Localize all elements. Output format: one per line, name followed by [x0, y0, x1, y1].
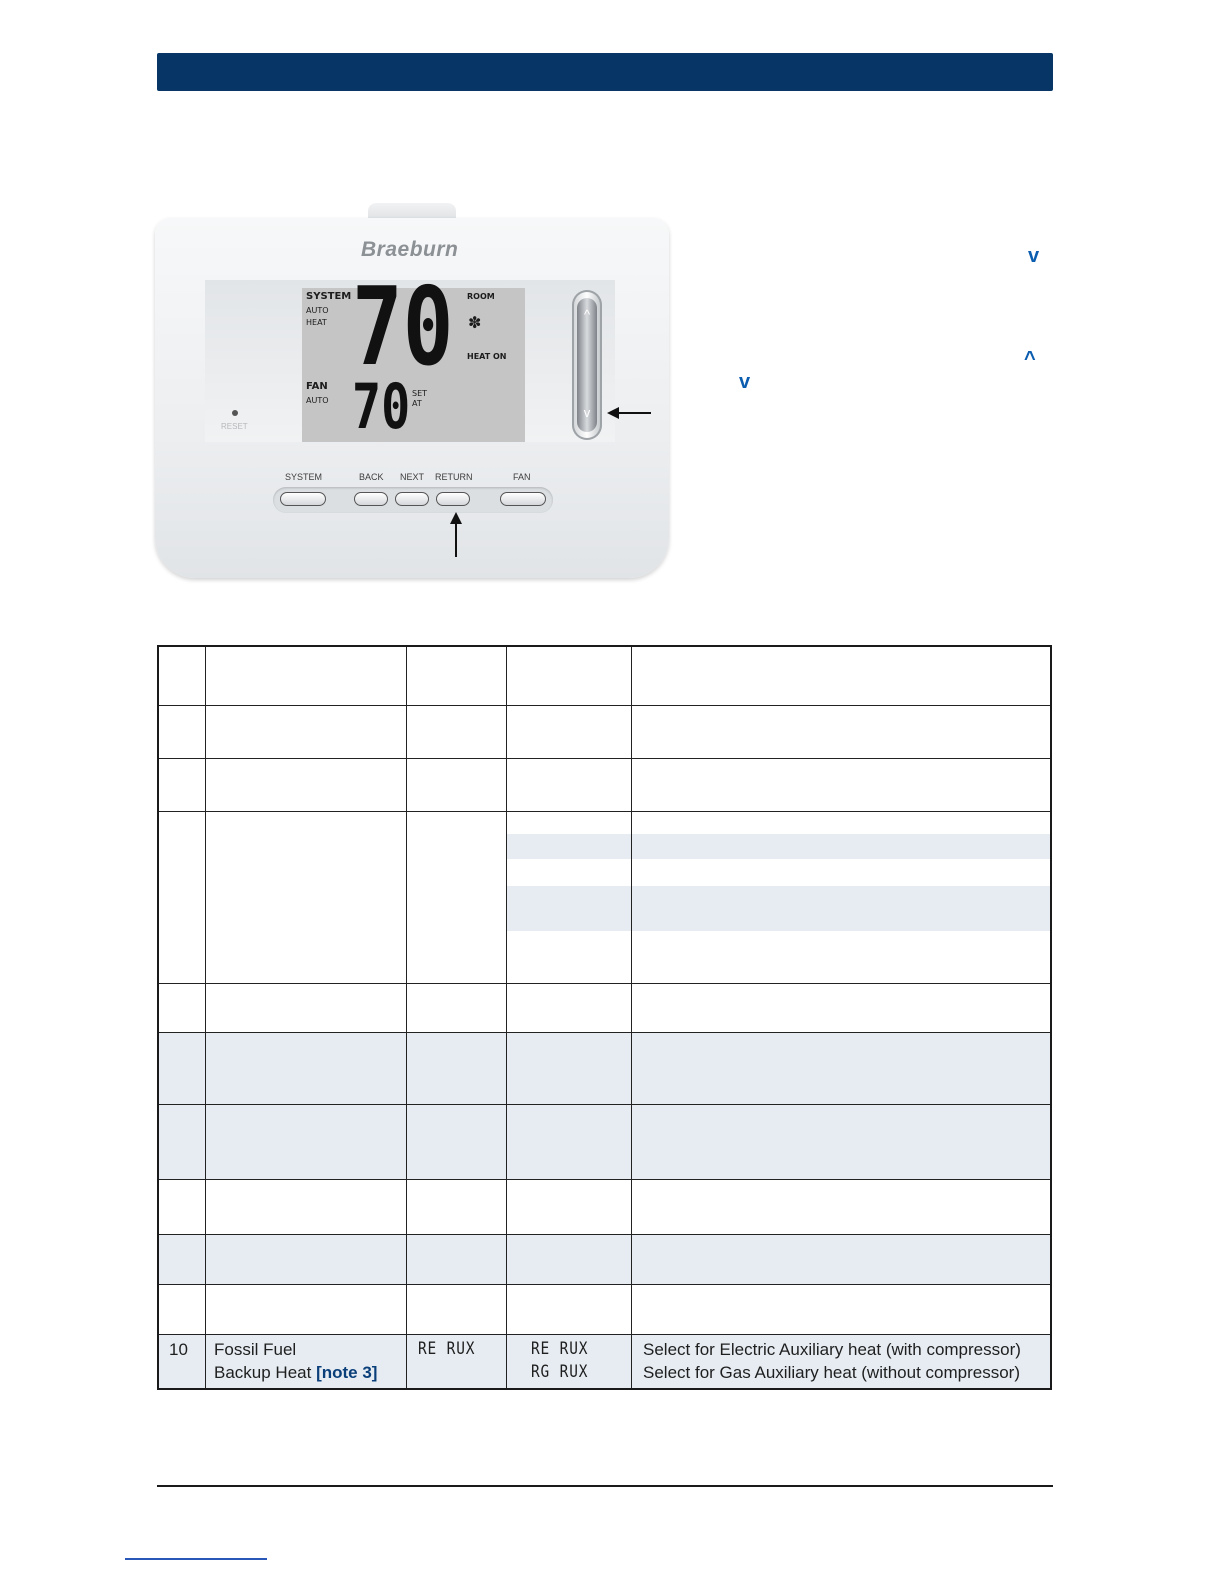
- fan-spin-icon: ✽: [468, 313, 482, 332]
- column-divider: [205, 647, 206, 1388]
- setting-name-line2: [214, 1361, 377, 1384]
- table-row: [159, 1180, 1050, 1235]
- table-row: [159, 759, 1050, 812]
- lcd-mode-auto: AUTO: [306, 306, 329, 315]
- table-row: [159, 1235, 1050, 1285]
- lcd-fan-label: FAN: [306, 381, 328, 392]
- footer-link-underline[interactable]: [125, 1558, 267, 1560]
- return-button-label: RETURN: [435, 472, 473, 482]
- settings-table: [157, 645, 1052, 1390]
- column-divider: [506, 647, 507, 1388]
- description-gas: Select for Gas Auxiliary heat (without compressor): [643, 1363, 1020, 1382]
- table-row: [159, 812, 1050, 984]
- table-row: [159, 1105, 1050, 1180]
- rocker-up-icon[interactable]: ^: [583, 307, 591, 322]
- row-number: 10: [169, 1340, 188, 1359]
- system-button[interactable]: [280, 492, 326, 506]
- lcd-screen: [302, 265, 525, 443]
- return-button[interactable]: [436, 492, 470, 506]
- lcd-system-label: SYSTEM: [306, 291, 352, 302]
- column-divider: [631, 647, 632, 1388]
- next-button-label: NEXT: [400, 472, 425, 482]
- setting-name-text: Backup Heat: [214, 1363, 317, 1382]
- note-link[interactable]: [note 3]: [316, 1363, 378, 1382]
- header-bar: [157, 53, 1053, 91]
- back-button[interactable]: [354, 492, 388, 506]
- table-row: [159, 1033, 1050, 1105]
- back-button-label: BACK: [359, 472, 384, 482]
- fan-button-label: FAN: [513, 472, 531, 482]
- system-button-label: SYSTEM: [285, 472, 323, 482]
- rocker-pointer-arrowhead: [607, 407, 619, 419]
- table-row: [159, 706, 1050, 759]
- lcd-set-temp: 70: [352, 370, 411, 443]
- fan-button[interactable]: [500, 492, 546, 506]
- down-arrow-icon-2: v: [739, 371, 751, 393]
- option-electric: RE RUX: [531, 1339, 589, 1359]
- option-gas: RG RUX: [531, 1362, 589, 1382]
- table-subrow-shade: [506, 886, 1050, 931]
- reset-label: RESET: [221, 422, 248, 431]
- return-pointer-arrowhead: [450, 512, 462, 524]
- description-electric: Select for Electric Auxiliary heat (with compressor): [643, 1340, 1021, 1359]
- table-row: [159, 1285, 1050, 1335]
- next-button[interactable]: [395, 492, 429, 506]
- table-subrow-shade: [506, 834, 1050, 859]
- footer-rule: [157, 1485, 1053, 1487]
- lcd-mode-heat: HEAT: [306, 318, 327, 327]
- reset-hole[interactable]: [232, 410, 238, 416]
- column-divider: [406, 647, 407, 1388]
- up-arrow-icon: ^: [1024, 348, 1036, 370]
- temperature-rocker[interactable]: [572, 290, 602, 440]
- lcd-fan-mode: AUTO: [306, 396, 329, 405]
- rocker-down-icon[interactable]: v: [583, 405, 591, 420]
- rocker-track: [577, 298, 597, 432]
- table-row: [159, 984, 1050, 1033]
- table-header-row: [159, 647, 1050, 706]
- lcd-heat-on: HEAT ON: [467, 352, 507, 361]
- lcd-set-at: SET AT: [412, 389, 428, 408]
- default-setting: RE RUX: [418, 1339, 476, 1359]
- setting-name-line1: Fossil Fuel: [214, 1340, 297, 1359]
- down-arrow-icon: v: [1028, 245, 1040, 267]
- lcd-room-temp: 70: [352, 265, 454, 390]
- thermostat-illustration: [155, 200, 669, 585]
- brand-logo: Braeburn: [361, 238, 459, 261]
- lcd-room-label: ROOM: [467, 292, 495, 301]
